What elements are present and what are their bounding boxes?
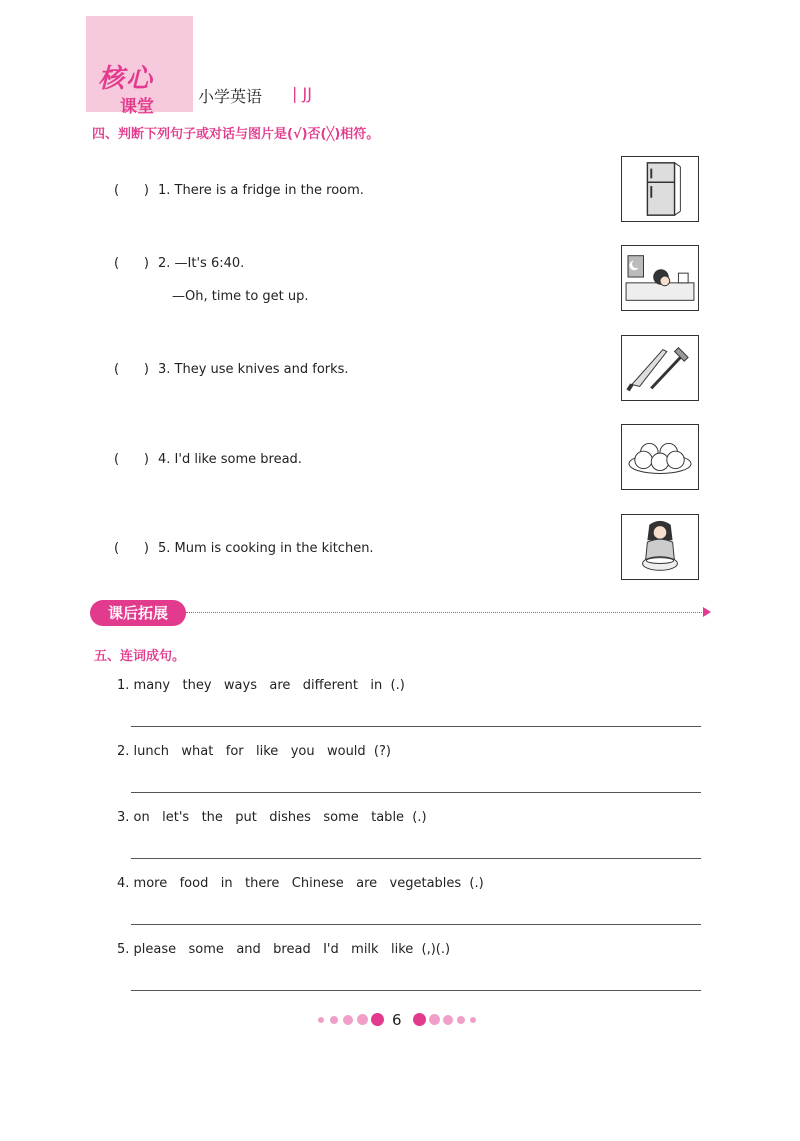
scramble-4: 4. more food in there Chinese are vegetables (.) <box>117 876 484 891</box>
answer-line-1[interactable] <box>131 726 701 727</box>
sleeping-child-icon <box>621 245 699 311</box>
section-banner: 课后拓展 <box>90 600 186 626</box>
question-5-text: 5. Mum is cooking in the kitchen. <box>158 541 374 556</box>
logo-title: 核心 <box>98 64 155 94</box>
subject-label: 小学英语 <box>198 87 263 106</box>
footer-dot <box>371 1013 384 1026</box>
question-2-text: 2. —It's 6:40. <box>158 256 245 271</box>
banner-dotted-line <box>186 612 708 613</box>
question-1-text: 1. There is a fridge in the room. <box>158 183 364 198</box>
knife-fork-icon <box>621 335 699 401</box>
question-4-text: 4. I'd like some bread. <box>158 452 302 467</box>
scramble-1: 1. many they ways are different in (.) <box>117 678 405 693</box>
page-number: 6 <box>392 1011 402 1029</box>
footer-dot <box>443 1015 453 1025</box>
question-2-reply: —Oh, time to get up. <box>172 289 309 304</box>
scramble-3: 3. on let's the put dishes some table (.) <box>117 810 427 825</box>
footer-dot <box>413 1013 426 1026</box>
footer-dot <box>429 1014 440 1025</box>
section-5-title: 五、连词成句。 <box>94 649 186 664</box>
footer-dot <box>357 1014 368 1025</box>
logo-subtitle: 课堂 <box>120 97 154 117</box>
arrow-right-icon <box>703 607 711 617</box>
footer-dot <box>330 1016 338 1024</box>
scramble-2: 2. lunch what for like you would (?) <box>117 744 391 759</box>
bread-plate-icon <box>621 424 699 490</box>
answer-paren-5[interactable]: ( ) <box>114 541 149 556</box>
woman-cooking-icon <box>621 514 699 580</box>
fridge-icon <box>621 156 699 222</box>
scramble-5: 5. please some and bread I'd milk like (,)(.) <box>117 942 451 957</box>
footer-dot <box>470 1017 476 1023</box>
answer-line-2[interactable] <box>131 792 701 793</box>
answer-paren-4[interactable]: ( ) <box>114 452 149 467</box>
footer-dot <box>457 1016 465 1024</box>
footer-dot <box>343 1015 353 1025</box>
answer-line-3[interactable] <box>131 858 701 859</box>
section-4-title: 四、判断下列句子或对话与图片是(√)否(╳)相符。 <box>92 127 380 142</box>
answer-line-5[interactable] <box>131 990 701 991</box>
answer-line-4[interactable] <box>131 924 701 925</box>
answer-paren-3[interactable]: ( ) <box>114 362 149 377</box>
answer-paren-1[interactable]: ( ) <box>114 183 149 198</box>
answer-paren-2[interactable]: ( ) <box>114 256 149 271</box>
footer-dot <box>318 1017 324 1023</box>
question-3-text: 3. They use knives and forks. <box>158 362 349 377</box>
series-label: | JJ <box>292 84 312 103</box>
